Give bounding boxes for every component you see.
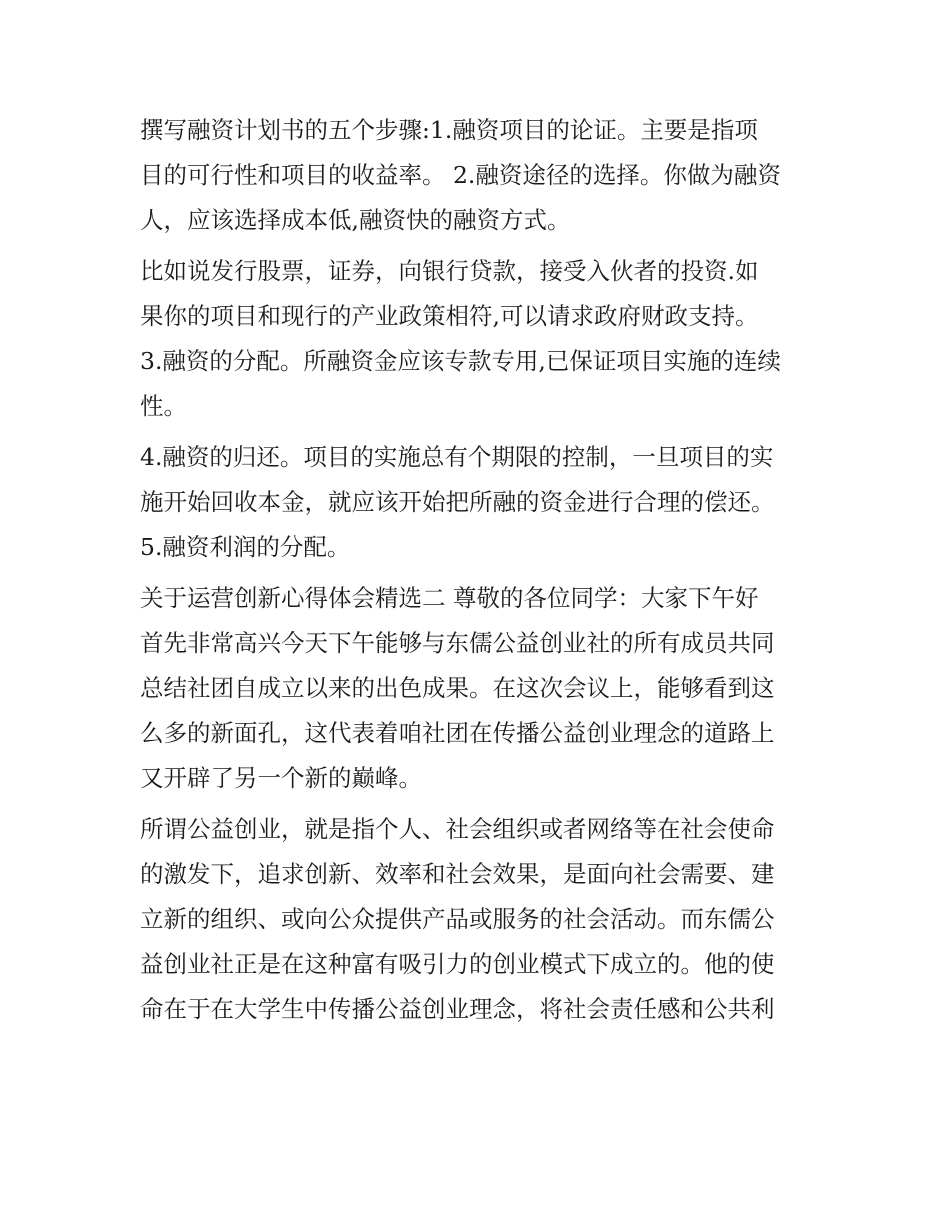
- text-line: 么多的新面孔，这代表着咱社团在传播公益创业理念的道路上: [140, 719, 775, 747]
- text-line: 性。: [140, 392, 187, 420]
- text-line: 总结社团自成立以来的出色成果。在这次会议上，能够看到这: [140, 674, 775, 702]
- text-line: 命在于在大学生中传播公益创业理念，将社会责任感和公共利: [140, 995, 775, 1023]
- text-line: 立新的组织、或向公众提供产品或服务的社会活动。而东儒公: [140, 905, 775, 933]
- text-line: 所谓公益创业，就是指个人、社会组织或者网络等在社会使命: [140, 815, 775, 843]
- text-line: 撰写融资计划书的五个步骤:1.融资项目的论证。主要是指项: [140, 116, 758, 144]
- text-line: 目的可行性和项目的收益率。 2.融资途径的选择。你做为融资: [140, 161, 781, 189]
- text-line: 关于运营创新心得体会精选二 尊敬的各位同学：大家下午好: [140, 584, 759, 612]
- text-line: 又开辟了另一个新的巅峰。: [140, 764, 422, 792]
- text-line: 3.融资的分配。所融资金应该专款专用,已保证项目实施的连续: [140, 347, 781, 375]
- text-line: 益创业社正是在这种富有吸引力的创业模式下成立的。他的使: [140, 950, 775, 978]
- text-line: 人，应该选择成本低,融资快的融资方式。: [140, 206, 571, 234]
- text-line: 首先非常高兴今天下午能够与东儒公益创业社的所有成员共同: [140, 629, 775, 657]
- text-line: 施开始回收本金，就应该开始把所融的资金进行合理的偿还。: [140, 488, 775, 516]
- text-line: 果你的项目和现行的产业政策相符,可以请求政府财政支持。: [140, 302, 759, 330]
- text-line: 的激发下，追求创新、效率和社会效果，是面向社会需要、建: [140, 860, 775, 888]
- document-body: [140, 108, 820, 1032]
- text-line: 4.融资的归还。项目的实施总有个期限的控制，一旦项目的实: [140, 443, 774, 471]
- text-line: 5.融资利润的分配。: [140, 533, 351, 561]
- text-line: 比如说发行股票，证券，向银行贷款，接受入伙者的投资.如: [140, 257, 759, 285]
